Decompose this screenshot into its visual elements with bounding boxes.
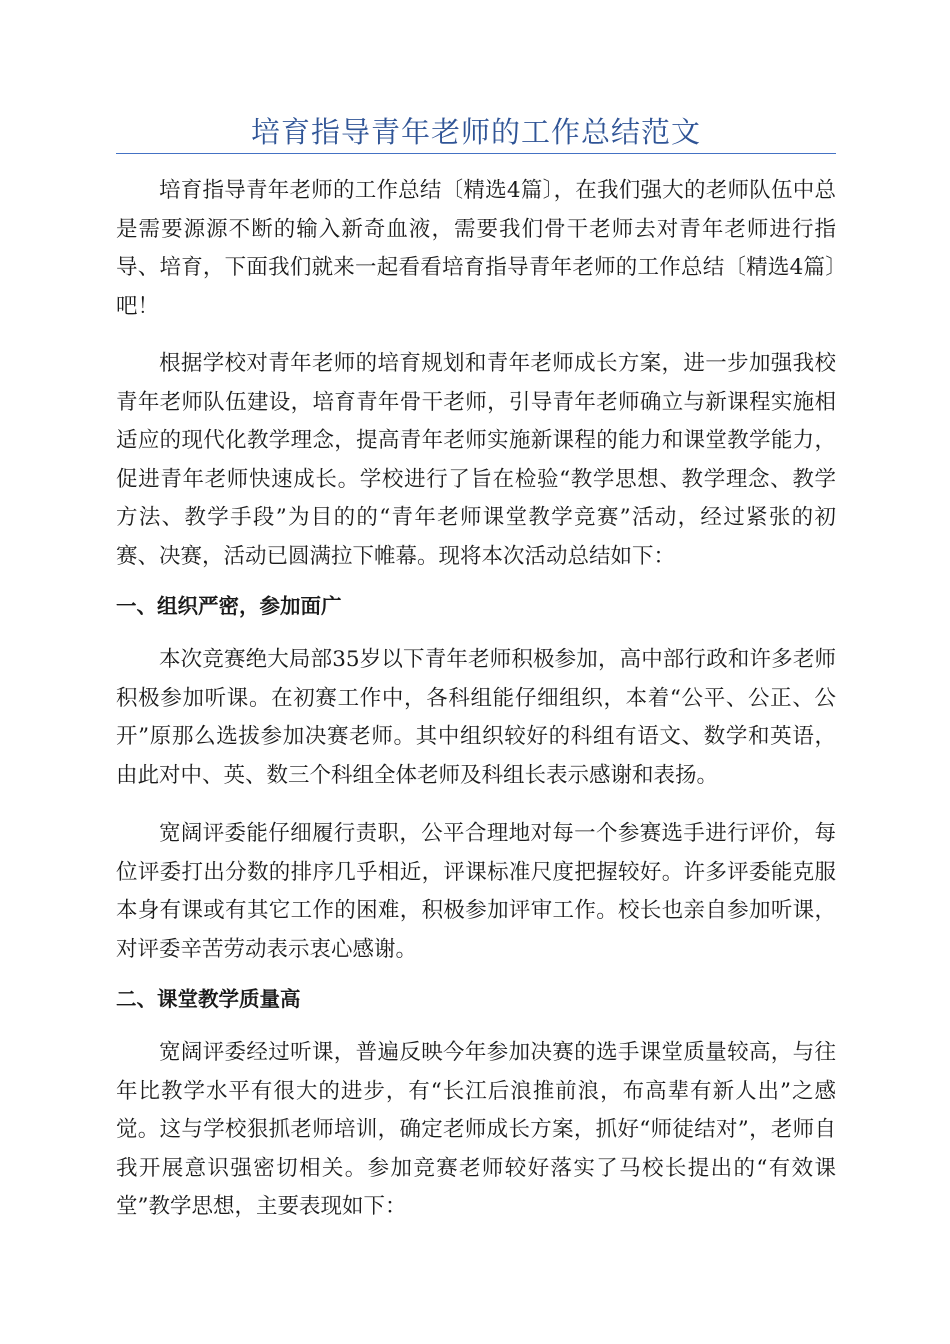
title-underline <box>116 153 836 154</box>
document-title: 培育指导青年老师的工作总结范文 <box>250 115 701 149</box>
section-heading-quality: 二、课堂教学质量高 <box>116 987 301 1011</box>
section1-paragraph-participation: 本次竞赛绝大局部35岁以下青年老师积极参加，高中部行政和许多老师积极参加听课。在初赛工作中，各科组能仔细组织，本着“公平、公正、公开”原那么选拔参加决赛老师。其中组织较好的科组有语文、数学和英语，由此对中、英、数三个科组全体老师及科组长表示感谢和表扬。 <box>116 647 836 788</box>
section2-paragraph-quality: 宽阔评委经过听课，普遍反映今年参加决赛的选手课堂质量较高，与往年比教学水平有很大的进步，有“长江后浪推前浪，布高辈有新人出”之感觉。这与学校狠抓老师培训，确定老师成长方案，抓好“师徒结对”，老师自我开展意识强密切相关。参加竞赛老师较好落实了马校长提出的“有效课堂”教学思想，主要表现如下： <box>116 1040 836 1220</box>
section-heading-organization: 一、组织严密，参加面广 <box>116 594 342 618</box>
intro-paragraph: 培育指导青年老师的工作总结〔精选4篇〕，在我们强大的老师队伍中总是需要源源不断的输入新奇血液，需要我们骨干老师去对青年老师进行指导、培育，下面我们就来一起看看培育指导青年老师的工作总结〔精选4篇〕吧！ <box>116 178 836 319</box>
section1-paragraph-judges: 宽阔评委能仔细履行责职，公平合理地对每一个参赛选手进行评价，每位评委打出分数的排序几乎相近，评课标准尺度把握较好。许多评委能克服本身有课或有其它工作的困难，积极参加评审工作。校长也亲自参加听课，对评委辛苦劳动表示衷心感谢。 <box>116 821 836 962</box>
background-paragraph: 根据学校对青年老师的培育规划和青年老师成长方案，进一步加强我校青年老师队伍建设，培育青年骨干老师，引导青年老师确立与新课程实施相适应的现代化教学理念，提高青年老师实施新课程的能力和课堂教学能力，促进青年老师快速成长。学校进行了旨在检验“教学思想、教学理念、教学方法、教学手段”为目的的“青年老师课堂教学竞赛”活动，经过紧张的初赛、决赛，活动已圆满拉下帷幕。现将本次活动总结如下： <box>116 351 836 569</box>
